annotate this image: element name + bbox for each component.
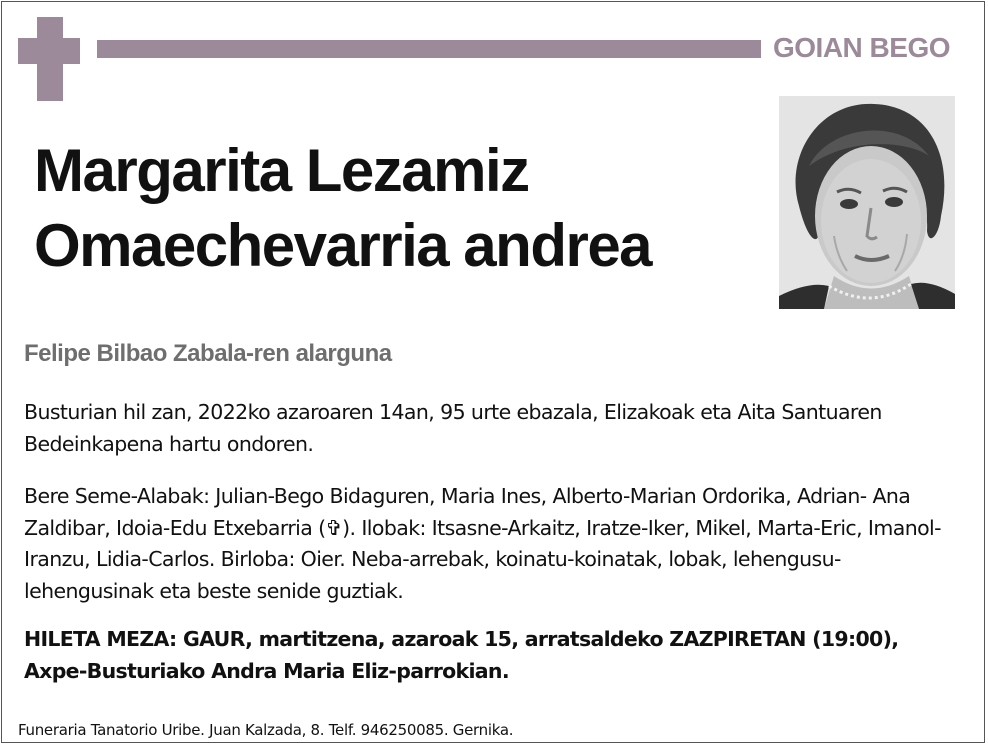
- funeral-mass-paragraph: HILETA MEZA: GAUR, martitzena, azaroak 15, arratsaldeko ZAZPIRETAN (19:00), Axpe-Busturiako Andra Maria Eliz-parrokian.: [24, 627, 899, 683]
- deceased-name: [34, 133, 774, 283]
- locality-label: GOIAN BEGO: [772, 32, 950, 63]
- portrait-photo: [779, 96, 955, 309]
- cross-horizontal-bar: [18, 38, 80, 64]
- deceased-name-line2: Omaechevarria andrea: [34, 212, 652, 279]
- portrait-icon: [779, 96, 955, 309]
- deceased-name-line1: Margarita Lezamiz: [34, 137, 529, 204]
- family-list-paragraph: Bere Seme-Alabak: Julian-Bego Bidaguren, Maria Ines, Alberto-Marian Ordorika, Adrian- Ana Zaldibar, Idoia-Edu Etxebarria (✞). Ilobak: Itsasne-Arkaitz, Iratze-Iker, Mikel, Marta-Eric, Imanol-Iranzu, Lidia-Carlos. Birloba: Oier. Neba-arrebak, koinatu-koinatak, lobak, lehengusu-lehengusinak eta beste senide guztiak.: [24, 484, 941, 603]
- header-rule: [97, 40, 761, 58]
- funeral-home-footer: Funeraria Tanatorio Uribe. Juan Kalzada, 8. Telf. 946250085. Gernika.: [18, 721, 514, 739]
- death-notice-paragraph: Busturian hil zan, 2022ko azaroaren 14an, 95 urte ebazala, Elizakoak eta Aita Santuaren Bedeinkapena hartu ondoren.: [24, 400, 882, 456]
- widow-of-line: Felipe Bilbao Zabala-ren alarguna: [24, 340, 392, 367]
